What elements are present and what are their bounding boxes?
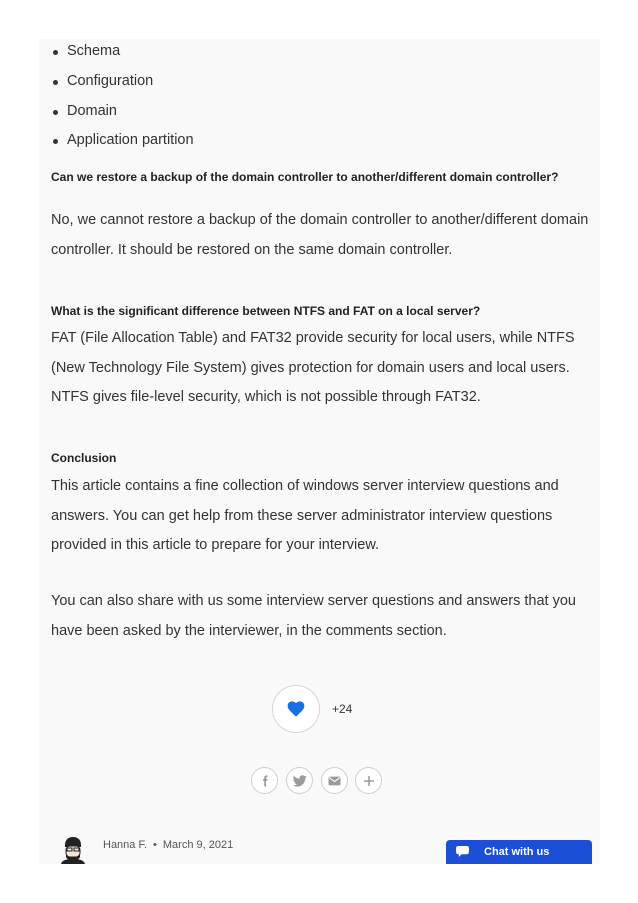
avatar <box>59 836 87 864</box>
facebook-icon <box>259 775 271 787</box>
share-email-button[interactable] <box>321 767 348 794</box>
author-line <box>103 839 233 851</box>
share-facebook-button[interactable] <box>251 767 278 794</box>
share-more-button[interactable] <box>355 767 382 794</box>
conclusion-paragraph: This article contains a fine collection of windows server interview questions and answers. You can get help from these server administrator interview questions provided in this article to prepare for your interview. <box>51 478 559 553</box>
byline-separator: • <box>153 839 157 851</box>
question-heading: What is the significant difference between NTFS and FAT on a local server? <box>51 304 481 318</box>
list-item: Configuration <box>67 73 154 89</box>
heart-icon <box>287 701 305 717</box>
answer-paragraph: No, we cannot restore a backup of the domain controller to another/different domain controller. It should be restored on the same domain controller. <box>51 212 589 258</box>
list-item: Application partition <box>67 132 194 148</box>
share-twitter-button[interactable] <box>286 767 313 794</box>
plus-icon <box>363 775 375 787</box>
answer-paragraph: FAT (File Allocation Table) and FAT32 provide security for local users, while NTFS (New Technology File System) gives protection for domain users and local users. NTFS gives file-level security, which is not possible through FAT32. <box>51 330 575 405</box>
question-heading: Can we restore a backup of the domain controller to another/different domain controller? <box>51 170 559 184</box>
chat-with-us-button[interactable] <box>446 840 592 864</box>
list-item: Domain <box>67 103 117 119</box>
conclusion-heading: Conclusion <box>51 451 117 465</box>
like-button[interactable] <box>272 685 320 733</box>
chat-bubble-icon <box>456 846 469 857</box>
email-icon <box>328 776 341 786</box>
author-name[interactable]: Hanna F. <box>103 839 148 851</box>
twitter-icon <box>293 775 307 787</box>
publish-date: March 9, 2021 <box>162 839 234 851</box>
conclusion-paragraph: You can also share with us some interview server questions and answers that you have been asked by the interviewer, in the comments section. <box>51 593 576 639</box>
chat-label: Chat with us <box>484 846 550 858</box>
list-item: Schema <box>67 43 121 59</box>
like-count: +24 <box>332 702 353 716</box>
article-page <box>39 39 600 864</box>
